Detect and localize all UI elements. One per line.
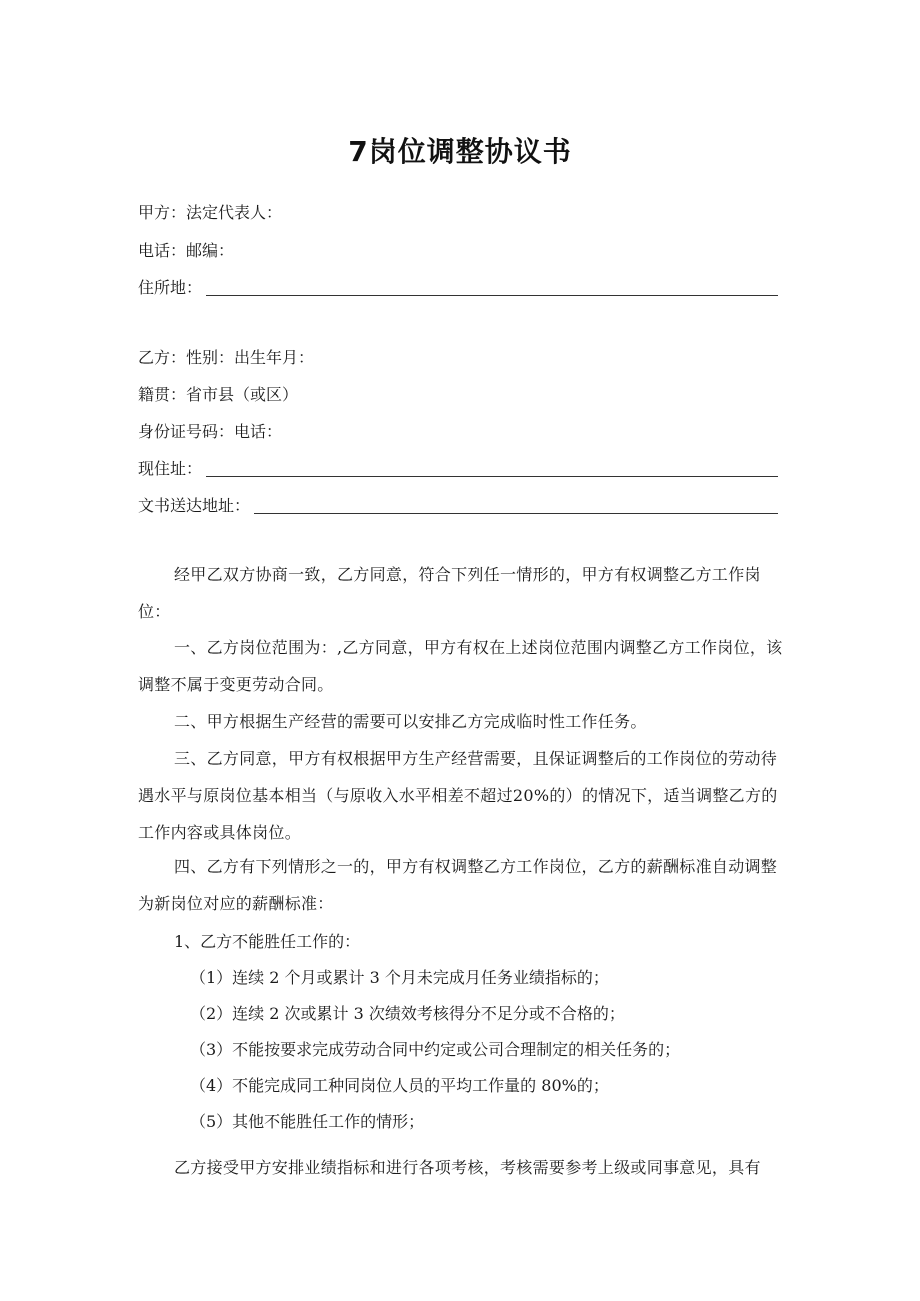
clause-4: 四、乙方有下列情形之一的，甲方有权调整乙方工作岗位，乙方的薪酬标准自动调整为新岗位对应的薪酬标准： xyxy=(138,857,778,913)
party-b-current-address-label: 现住址： xyxy=(138,459,203,478)
sub-item-1: （1）连续 2 个月或累计 3 个月未完成月任务业绩指标的； xyxy=(190,968,609,987)
party-b-line2: 籍贯：省市县（或区） xyxy=(138,385,299,404)
party-a-line2: 电话：邮编： xyxy=(138,241,235,260)
party-a-address-blank xyxy=(206,281,778,296)
sub-item-5: （5）其他不能胜任工作的情形； xyxy=(190,1112,425,1131)
party-b-current-address-field xyxy=(138,459,778,479)
party-a-address-label: 住所地： xyxy=(138,278,203,297)
sub-item-3: （3）不能按要求完成劳动合同中约定或公司合理制定的相关任务的； xyxy=(190,1040,681,1059)
document-title: 7岗位调整协议书 xyxy=(348,135,572,168)
sub-clause-1-heading: 1、乙方不能胜任工作的： xyxy=(174,932,361,951)
clause-3: 三、乙方同意，甲方有权根据甲方生产经营需要，且保证调整后的工作岗位的劳动待遇水平与原岗位基本相当（与原收入水平相差不超过20%的）的情况下，适当调整乙方的工作内容或具体岗位。 xyxy=(138,749,778,842)
party-b-line1: 乙方：性别：出生年月： xyxy=(138,348,315,367)
party-b-delivery-address-field xyxy=(138,496,778,516)
closing-paragraph: 乙方接受甲方安排业绩指标和进行各项考核，考核需要参考上级或同事意见，具有 xyxy=(174,1158,761,1177)
party-a-address-field xyxy=(138,278,778,298)
party-a-line1: 甲方：法定代表人： xyxy=(138,203,283,222)
party-b-line3: 身份证号码：电话： xyxy=(138,422,283,441)
sub-item-4: （4）不能完成同工种同岗位人员的平均工作量的 80%的； xyxy=(190,1076,609,1095)
party-b-delivery-address-label: 文书送达地址： xyxy=(138,496,251,515)
party-b-current-address-blank xyxy=(206,462,778,477)
clause-2: 二、甲方根据生产经营的需要可以安排乙方完成临时性工作任务。 xyxy=(174,712,647,731)
sub-item-2: （2）连续 2 次或累计 3 次绩效考核得分不足分或不合格的； xyxy=(190,1004,625,1023)
clause-1: 一、乙方岗位范围为：,乙方同意，甲方有权在上述岗位范围内调整乙方工作岗位，该调整不属于变更劳动合同。 xyxy=(138,638,783,694)
intro-paragraph: 经甲乙双方协商一致，乙方同意，符合下列任一情形的，甲方有权调整乙方工作岗位： xyxy=(138,565,761,621)
party-b-delivery-address-blank xyxy=(254,499,778,514)
